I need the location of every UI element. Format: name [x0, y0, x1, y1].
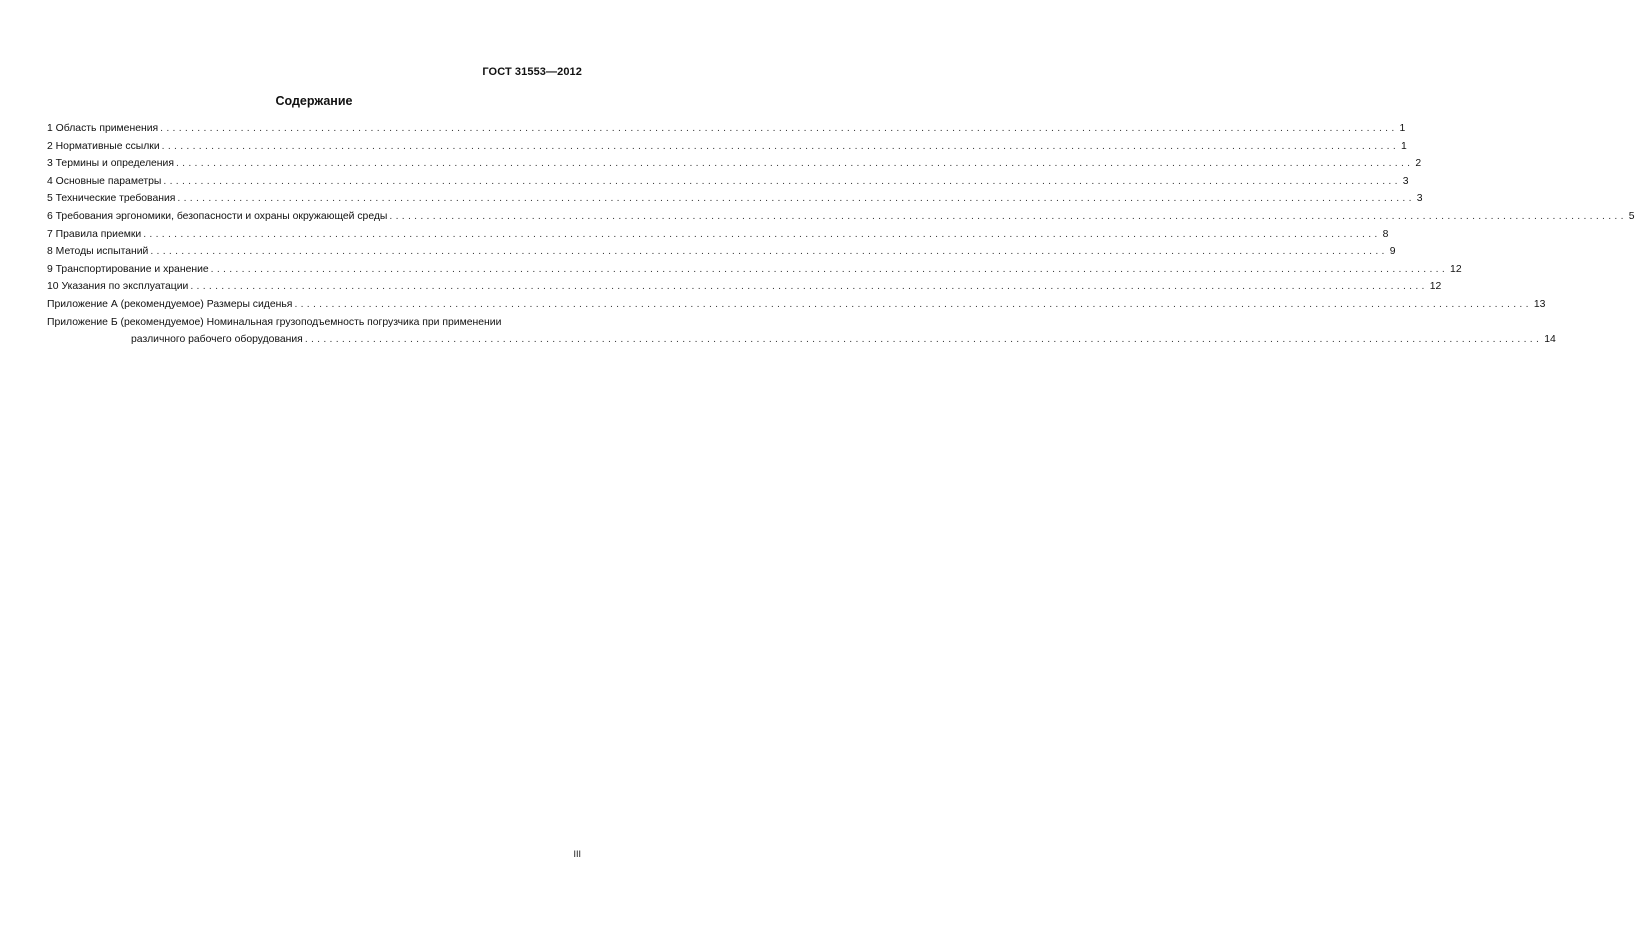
toc-entry[interactable] — [47, 226, 1389, 244]
toc-entry-page: 9 — [1389, 246, 1396, 258]
page-number: III — [573, 849, 581, 859]
toc-entry-page: 12 — [1429, 281, 1442, 293]
toc-entry[interactable] — [47, 243, 1396, 261]
toc-entry[interactable] — [47, 155, 1422, 173]
toc-entry-appendix-b[interactable] — [47, 314, 1556, 349]
toc-leader-dots: ........................................................................................................................................................................................................ — [143, 228, 1381, 240]
toc-entry-page: 3 — [1416, 193, 1423, 205]
toc-leader-dots: ........................................................................................................................................................................................................ — [175, 158, 1414, 170]
toc-leader-dots: ........................................................................................................................................................................................................ — [389, 210, 1627, 222]
toc-entry-text: 8 Методы испытаний — [47, 246, 149, 258]
toc-entry-page: 1 — [1399, 123, 1406, 134]
toc-entry[interactable] — [47, 190, 1423, 208]
toc-entry-page: 5 — [1628, 210, 1635, 222]
toc-leader-dots: ........................................................................................................................................................................................................ — [161, 140, 1400, 152]
toc-entry[interactable] — [47, 120, 1406, 138]
document-code: ГОСТ 31553—2012 — [482, 66, 582, 78]
toc-entry-page: 8 — [1382, 228, 1389, 240]
toc-entry[interactable] — [47, 138, 1407, 156]
toc-entry-text: 7 Правила приемки — [47, 228, 142, 240]
toc-entry-page: 3 — [1402, 175, 1409, 187]
toc-entry-text: 2 Нормативные ссылки — [47, 140, 160, 152]
toc-entry-text: 6 Требования эргономики, безопасности и охраны окружающей среды — [47, 210, 388, 222]
toc-entry-text: 4 Основные параметры — [47, 175, 162, 187]
toc-entry-page: 1 — [1401, 140, 1407, 152]
toc-leader-dots: ........................................................................................................................................................................................................ — [150, 246, 1388, 258]
toc-entry-text: 3 Термины и определения — [47, 158, 174, 170]
toc-entry-page: 2 — [1415, 158, 1422, 170]
toc-entry[interactable] — [47, 261, 1462, 279]
toc-entry-text-line1: Приложение Б (рекомендуемое) Номинальная грузоподъемность погрузчика при применении — [47, 316, 502, 328]
toc-entry-page: 13 — [1533, 298, 1546, 310]
toc-entry[interactable] — [47, 278, 1442, 296]
toc-leader-dots: ........................................................................................................................................................................................................ — [190, 281, 1428, 293]
toc-entry-text-line2: различного рабочего оборудования — [131, 334, 303, 346]
toc-entry-text: 10 Указания по эксплуатации — [47, 281, 189, 293]
toc-title: Содержание — [275, 94, 353, 108]
table-of-contents — [47, 120, 1635, 349]
toc-entry-text: Приложение А (рекомендуемое) Размеры сиденья — [47, 298, 293, 310]
toc-entry-text: 9 Транспортирование и хранение — [47, 263, 209, 275]
toc-entry[interactable] — [47, 173, 1409, 191]
toc-entry-text: 5 Технические требования — [47, 193, 176, 205]
toc-leader-dots: ........................................................................................................................................................................................................ — [210, 263, 1449, 275]
toc-leader-dots: ........................................................................................................................................................................................................ — [160, 123, 1398, 134]
toc-leader-dots: ........................................................................................................................................................................................................ — [177, 193, 1415, 205]
toc-leader-dots: ........................................................................................................................................................................................................ — [163, 175, 1401, 187]
toc-entry[interactable] — [47, 296, 1546, 314]
toc-entry[interactable] — [47, 208, 1635, 226]
toc-leader-dots: ........................................................................................................................................................................................................ — [294, 298, 1532, 310]
toc-entry-continuation — [47, 331, 1556, 349]
toc-leader-dots: ........................................................................................................................................................................................................ — [304, 334, 1543, 346]
toc-entry-page: 14 — [1544, 334, 1556, 346]
toc-entry-page: 12 — [1450, 263, 1462, 275]
toc-entry-text: 1 Область применения — [47, 123, 159, 134]
